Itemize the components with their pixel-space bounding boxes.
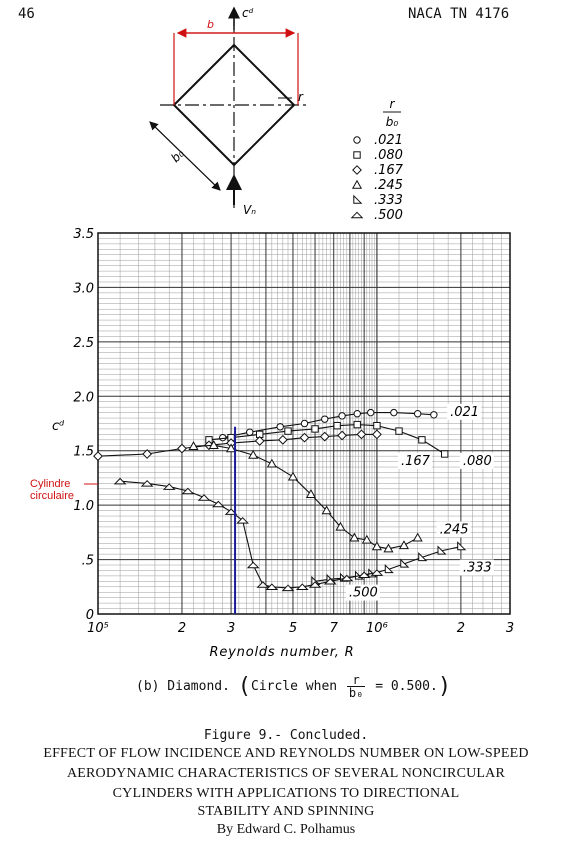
legend-marker — [354, 137, 360, 143]
inline-series-labels — [346, 404, 494, 601]
data-point-021 — [322, 416, 328, 422]
figure-caption — [136, 674, 451, 699]
series-line-245 — [194, 445, 418, 548]
figure-title-line-4: STABILITY AND SPINNING — [197, 804, 375, 819]
figure-title-line-2: AERODYNAMIC CHARACTERISTICS OF SEVERAL NONCIRCULAR — [66, 766, 506, 781]
data-point-080 — [419, 437, 425, 443]
y-tick-label: .5 — [81, 553, 94, 569]
inline-label: .333 — [462, 560, 492, 576]
data-point-021 — [247, 429, 253, 435]
page-number: 46 — [18, 6, 35, 22]
data-point-500 — [183, 488, 193, 493]
data-point-021 — [301, 420, 307, 426]
legend-marker — [353, 181, 361, 188]
caption-open-paren: ( — [237, 674, 251, 699]
caption-inner-prefix: Circle when — [251, 679, 338, 694]
data-point-080 — [374, 422, 380, 428]
data-point-021 — [354, 411, 360, 417]
data-point-167 — [300, 433, 308, 441]
legend-marker — [352, 212, 362, 217]
inline-label: .245 — [439, 522, 469, 538]
data-point-080 — [312, 426, 318, 432]
caption-inner-suffix: = 0.500. — [375, 679, 438, 694]
x-axis-label: Reynolds number, R — [209, 645, 355, 660]
vn-label: Vₙ — [243, 203, 256, 217]
caption-prefix: (b) Diamond. — [136, 679, 230, 694]
annotation-line-2: circulaire — [30, 490, 75, 502]
data-point-021 — [368, 409, 374, 415]
legend-value: .021 — [374, 133, 403, 148]
bo-label: b₀ — [168, 146, 187, 166]
caption-fraction — [347, 674, 365, 699]
annotation-line-1: Cylindre — [30, 478, 71, 490]
y-tick-label: 1.0 — [73, 499, 94, 515]
series-layer — [94, 409, 465, 590]
x-tick-label: 2 — [177, 621, 187, 636]
legend-value: .500 — [374, 208, 403, 223]
data-point-245 — [350, 534, 358, 541]
legend — [352, 97, 404, 223]
x-tick-label: 3 — [505, 621, 515, 636]
data-point-167 — [321, 432, 329, 440]
legend-items — [352, 133, 404, 223]
y-tick-label: 2.0 — [73, 390, 94, 406]
data-point-021 — [391, 409, 397, 415]
x-tick-label: 7 — [329, 621, 338, 636]
cross-section-diagram — [150, 6, 310, 217]
x-tick-label: 5 — [288, 621, 298, 636]
y-tick-label: 1.5 — [73, 444, 94, 460]
data-point-021 — [431, 412, 437, 418]
y-tick-labels — [73, 227, 94, 623]
legend-marker — [354, 196, 361, 203]
inline-label: .021 — [450, 404, 480, 420]
data-point-021 — [339, 413, 345, 419]
data-point-021 — [414, 411, 420, 417]
y-axis-label: cᵈ — [52, 419, 65, 434]
data-point-021 — [277, 424, 283, 430]
legend-title-denominator: b₀ — [385, 115, 399, 129]
legend-value: .080 — [374, 148, 403, 163]
report-id: NACA TN 4176 — [408, 6, 510, 22]
data-point-080 — [442, 451, 448, 457]
caption-frac-num: r — [347, 674, 365, 687]
data-point-167 — [338, 431, 346, 439]
figure-title-line-3: CYLINDERS WITH APPLICATIONS TO DIRECTIONAL — [112, 786, 460, 801]
x-tick-labels — [87, 621, 514, 636]
legend-value: .245 — [374, 178, 403, 193]
x-tick-label: 10⁵ — [87, 621, 109, 636]
data-point-245 — [268, 460, 276, 467]
data-point-500 — [372, 570, 382, 575]
data-point-500 — [258, 582, 268, 587]
data-point-167 — [373, 430, 381, 438]
data-point-245 — [289, 473, 297, 480]
y-tick-label: 2.5 — [73, 335, 94, 351]
figure-label: Figure 9.- Concluded. — [203, 728, 369, 743]
data-point-080 — [396, 428, 402, 434]
b-label: b — [207, 18, 214, 31]
data-point-021 — [220, 434, 226, 440]
legend-value: .333 — [374, 193, 403, 208]
data-point-080 — [285, 428, 291, 434]
data-point-080 — [354, 421, 360, 427]
x-tick-label: 3 — [226, 621, 236, 636]
data-point-080 — [334, 422, 340, 428]
inline-label: .167 — [401, 453, 430, 469]
plot-area — [52, 227, 514, 660]
caption-close-paren: ) — [437, 674, 452, 699]
inline-label: .080 — [462, 453, 492, 469]
inline-label: .500 — [348, 585, 378, 601]
data-point-167 — [94, 452, 102, 460]
data-point-167 — [178, 444, 186, 452]
figure-title-line-1: EFFECT OF FLOW INCIDENCE AND REYNOLDS NUMBER ON LOW-SPEED — [43, 746, 529, 761]
data-point-500 — [164, 484, 174, 489]
caption-frac-den: b₀ — [348, 686, 364, 700]
cd-diagram-label: cᵈ — [242, 6, 254, 20]
legend-title-numerator: r — [389, 97, 395, 111]
legend-marker — [354, 152, 360, 158]
y-tick-label: 0 — [85, 608, 94, 623]
legend-value: .167 — [374, 163, 403, 178]
x-tick-label: 10⁶ — [366, 621, 388, 636]
data-point-333 — [401, 560, 408, 567]
author: By Edward C. Polhamus — [216, 822, 356, 837]
legend-marker — [353, 166, 361, 174]
data-point-167 — [279, 436, 287, 444]
data-point-245 — [413, 534, 421, 541]
series-line-500 — [120, 481, 377, 588]
y-tick-label: 3.0 — [73, 281, 94, 297]
y-tick-label: 3.5 — [73, 227, 94, 242]
r-label: r — [298, 90, 303, 104]
data-point-245 — [400, 541, 408, 548]
x-tick-label: 2 — [456, 621, 466, 636]
